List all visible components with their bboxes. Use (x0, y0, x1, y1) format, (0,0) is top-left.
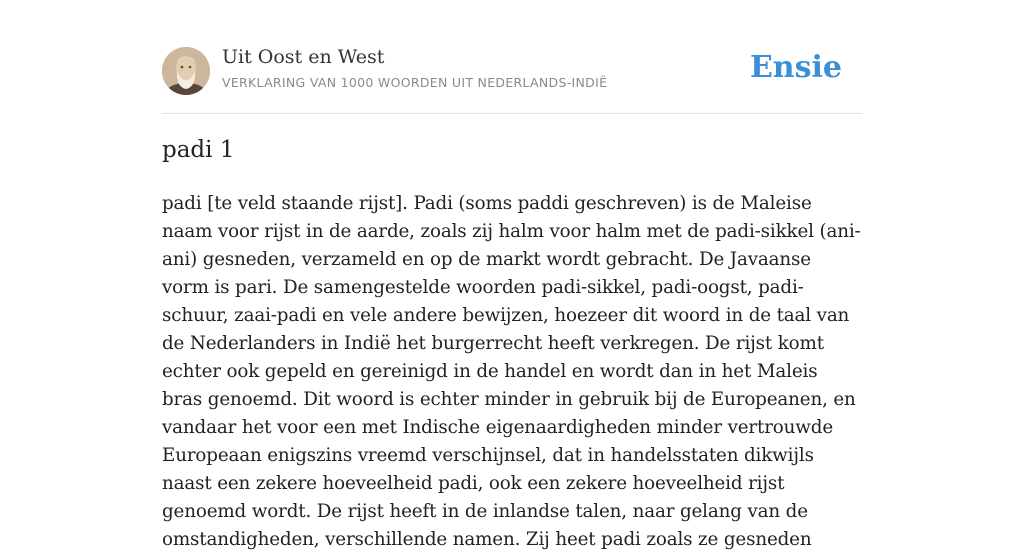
entry-title: padi 1 (162, 137, 235, 163)
source-header (162, 0, 862, 114)
ensie-logo-link[interactable]: Ensie (749, 50, 842, 85)
page-container (162, 0, 862, 550)
source-title[interactable]: Uit Oost en West (222, 46, 385, 68)
author-portrait-icon[interactable] (162, 47, 210, 95)
source-subtitle: VERKLARING VAN 1000 WOORDEN UIT NEDERLANDS-INDIË (222, 75, 608, 90)
entry-body: padi [te veld staande rijst]. Padi (soms paddi geschreven) is de Maleise naam voor rijst in de aarde, zoals zij halm voor halm met de padi-sikkel (ani-ani) gesneden, verzameld en op de markt wordt gebracht. De Javaanse vorm is pari. De samengestelde woorden padi-sikkel, padi-oogst, padi-schuur, zaai-padi en vele andere bewijzen, hoezeer dit woord in de taal van de Nederlanders in Indië het burgerrecht heeft verkregen. De rijst komt echter ook gepeld en gereinigd in de handel en wordt dan in het Maleis bras genoemd. Dit woord is echter minder in gebruik bij de Europeanen, en vandaar het voor een met Indische eigenaardigheden minder vertrouwde Europeaan enigszins vreemd verschijnsel, dat in handelsstaten dikwijls naast een zekere hoeveelheid padi, ook een zekere hoeveelheid rijst genoemd wordt. De rijst heeft in de inlandse talen, naar gelang van de omstandigheden, verschillende namen. Zij heet padi zoals ze gesneden (162, 193, 861, 550)
